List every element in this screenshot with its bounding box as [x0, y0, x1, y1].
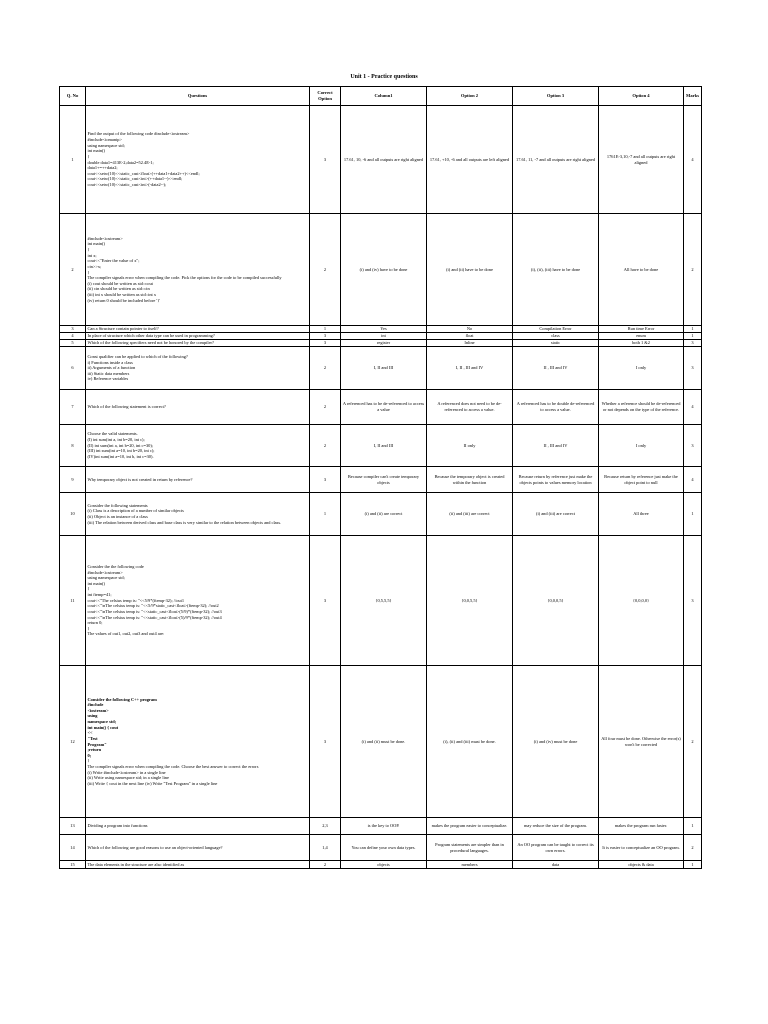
correct-option: 2 — [310, 347, 341, 390]
marks: 2 — [684, 835, 702, 861]
header-correct-option: Correct Option — [310, 87, 341, 106]
option-3: An OO program can be taught to correct its own errors. — [513, 835, 599, 861]
table-row — [60, 333, 702, 340]
option-2: (ii) and (iii) are correct — [427, 493, 513, 536]
question-text: Find the output of the following code #include<iostream> #include<iomanip> using namespace std; int main() { double data1=413E-2,data2=52.4E-1; data1+=++data2; cout<<setw(10)<<static_cast<float>(++data1+data2++)<<endl; cout<<setw(10)<<static_cast<int>(++data1--)<<endl; cout<<setw(10)<<static_cast<int>(-data2--); — [86, 106, 310, 214]
option-4: Because return by reference just make the object point to null — [599, 467, 684, 493]
correct-option: 3 — [310, 106, 341, 214]
option-4: All three — [599, 493, 684, 536]
option-4: enum — [599, 333, 684, 340]
table-row — [60, 818, 702, 835]
correct-option: 1 — [310, 493, 341, 536]
correct-option: 3 — [310, 467, 341, 493]
marks: 1 — [684, 818, 702, 835]
option-2: (i) and (ii) have to be done — [427, 214, 513, 326]
option-2: I, II , III and IV — [427, 347, 513, 390]
option-4: Whether a reference should be de-referenced or not depends on the type of the reference. — [599, 390, 684, 425]
correct-option: 2,3 — [310, 818, 341, 835]
table-row — [60, 467, 702, 493]
option-1: register — [341, 340, 427, 347]
question-text: Consider the the following code #include<iostream> using namespace std; int main() { int ftemp=41; cout<<"The celsius temp is: "<<5/9*(ftemp-32); //out1 cout<<"\nThe celsius temp is: "<<5/9*static_cast<float>(ftemp-32); //out2 cout<<"\nThe celsius temp is: "<<static_cast<float>(5/9)*(ftemp-32); //out3 cout<<"\nThe celsius temp is: "<<static_cast<float>(5)/9*(ftemp-32); //out4 return 0; } The values of out1, out2, out3 and out4 are: — [86, 536, 310, 666]
question-number: 4 — [60, 333, 86, 340]
marks: 1 — [684, 326, 702, 333]
option-1: You can define your own data types. — [341, 835, 427, 861]
option-1: objects — [341, 861, 427, 869]
correct-option: 3 — [310, 340, 341, 347]
header-option2: Option 2 — [427, 87, 513, 106]
table-row — [60, 425, 702, 467]
option-3: (i), (ii), (iii) have to be done — [513, 214, 599, 326]
option-4: It is easier to conceptualize an OO program. — [599, 835, 684, 861]
option-4: Run time Error — [599, 326, 684, 333]
header-column1: Column1 — [341, 87, 427, 106]
question-text: Why temporary object is not created in return by reference? — [86, 467, 310, 493]
correct-option: 2 — [310, 390, 341, 425]
header-questions: Questions — [86, 87, 310, 106]
option-3: (i) and (iii) are correct — [513, 493, 599, 536]
page-title: Unit 1 - Practice questions — [350, 74, 418, 80]
question-text: Const qualifier can be applied to which of the following? i) Functions inside a class ii) Arguments of a function iii) Static data members iv) Reference variables — [86, 347, 310, 390]
question-text: The data elements in the structure are also identified as — [86, 861, 310, 869]
question-text: Consider the following statements (i) Class is a description of a number of similar objects (ii) Object is an instance of a class (iii) The relation between derived class and base class is very similar to the relation between objects and class. — [86, 493, 310, 536]
questions-table — [59, 86, 702, 869]
option-3: class — [513, 333, 599, 340]
option-3: data — [513, 861, 599, 869]
option-4: objects & data — [599, 861, 684, 869]
question-text: Which of the following specifiers need not be honored by the compiler? — [86, 340, 310, 347]
question-number: 14 — [60, 835, 86, 861]
marks: 1 — [684, 493, 702, 536]
question-text — [86, 666, 310, 818]
option-1: int — [341, 333, 427, 340]
question-number: 6 — [60, 347, 86, 390]
table-row — [60, 340, 702, 347]
header-option3: Option 3 — [513, 87, 599, 106]
option-3: may reduce the size of the program. — [513, 818, 599, 835]
table-row — [60, 106, 702, 214]
marks: 3 — [684, 425, 702, 467]
option-1: (i) and (ii) must be done. — [341, 666, 427, 818]
option-3: A referenced has to be double de-referenced to access a value. — [513, 390, 599, 425]
option-1: is the key to OOP. — [341, 818, 427, 835]
option-4: I only — [599, 347, 684, 390]
option-2: II only — [427, 425, 513, 467]
correct-option: 1,4 — [310, 835, 341, 861]
option-2: float — [427, 333, 513, 340]
marks: 4 — [684, 467, 702, 493]
option-1: Yes — [341, 326, 427, 333]
question-text: Which of the following statement is correct? — [86, 390, 310, 425]
question-number: 13 — [60, 818, 86, 835]
option-4: {0,0,0,0} — [599, 536, 684, 666]
table-row — [60, 390, 702, 425]
option-4: both 1 &2 — [599, 340, 684, 347]
marks: 3 — [684, 340, 702, 347]
header-qno: Q. No — [60, 87, 86, 106]
option-1: Because compiler can't create temporary objects — [341, 467, 427, 493]
table-row — [60, 861, 702, 869]
marks: 2 — [684, 666, 702, 818]
marks: 1 — [684, 861, 702, 869]
question-number: 8 — [60, 425, 86, 467]
question-number: 15 — [60, 861, 86, 869]
option-2: {0,0,5,5} — [427, 536, 513, 666]
option-2: 17.61, +10, -6 and all outputs are left aligned — [427, 106, 513, 214]
option-3: II , III and IV — [513, 347, 599, 390]
question-number: 12 — [60, 666, 86, 818]
question-number: 10 — [60, 493, 86, 536]
question-number: 2 — [60, 214, 86, 326]
correct-option: 2 — [310, 214, 341, 326]
option-4: All have to be done — [599, 214, 684, 326]
correct-option: 3 — [310, 536, 341, 666]
option-2: Program statements are simpler than in procedural languages. — [427, 835, 513, 861]
marks: 3 — [684, 347, 702, 390]
question-number: 1 — [60, 106, 86, 214]
table-row — [60, 666, 702, 818]
option-1: (i) and (ii) are correct — [341, 493, 427, 536]
option-4: 1761E-3,10,-7 and all outputs are right aligned — [599, 106, 684, 214]
header-marks: Marks — [684, 87, 702, 106]
option-2: Inline — [427, 340, 513, 347]
question-text: In place of structure which other data type can be used in programming? — [86, 333, 310, 340]
option-1: I, II and III — [341, 347, 427, 390]
question-text: Dividing a program into functions — [86, 818, 310, 835]
marks: 4 — [684, 390, 702, 425]
option-2: Because the temporary object is created within the function — [427, 467, 513, 493]
header-row — [60, 87, 702, 106]
option-2: makes the program easier to conceptualize. — [427, 818, 513, 835]
option-2: A referenced does not need to be de-referenced to access a value. — [427, 390, 513, 425]
option-2: members — [427, 861, 513, 869]
option-1: (i) and (iv) have to be done — [341, 214, 427, 326]
option-3: static — [513, 340, 599, 347]
correct-option: 2 — [310, 861, 341, 869]
option-1: I, II and III — [341, 425, 427, 467]
question-number: 11 — [60, 536, 86, 666]
question-number: 3 — [60, 326, 86, 333]
marks: 1 — [684, 333, 702, 340]
option-3: (i) and (iv) must be done — [513, 666, 599, 818]
correct-option: 1 — [310, 326, 341, 333]
question-number: 9 — [60, 467, 86, 493]
correct-option: 3 — [310, 666, 341, 818]
option-3: 17.61, 11, -7 and all outputs are right aligned — [513, 106, 599, 214]
table-row — [60, 835, 702, 861]
question-text: Can a Structure contain pointer to itself? — [86, 326, 310, 333]
marks: 3 — [684, 536, 702, 666]
option-4: makes the program run faster. — [599, 818, 684, 835]
header-option4: Option 4 — [599, 87, 684, 106]
option-3: Compilation Error — [513, 326, 599, 333]
table-row — [60, 536, 702, 666]
question-text: Choose the valid statements. (I) int sum(int a, int b=20, int c); (II) int sum(int a, int b=20, int c=30); (III) int sum(int a=10, int b=20, int c); (IV)int sum(int a=10, int b, int c=30). — [86, 425, 310, 467]
option-1: A referenced has to be de-referenced to access a value — [341, 390, 427, 425]
table-row — [60, 347, 702, 390]
option-1: {0,5,5,5} — [341, 536, 427, 666]
marks: 2 — [684, 214, 702, 326]
marks: 4 — [684, 106, 702, 214]
option-3: II , III and IV — [513, 425, 599, 467]
option-4: I only — [599, 425, 684, 467]
table-row — [60, 214, 702, 326]
question-number: 5 — [60, 340, 86, 347]
correct-option: 3 — [310, 333, 341, 340]
option-1: 17.61, 10, -6 and all outputs are right aligned — [341, 106, 427, 214]
table-row — [60, 493, 702, 536]
question-text: #include<iostream> int main() { int x; cout<<"Enter the value of x"; cin>>x; } The compiler signals error when compiling the code. Pick the options for the code to be compiled successfully (i) cout should be written as std::cout (ii) cin should be written as std::cin (iii) int x should be written as std::int x (iv) return 0 should be included before '}' — [86, 214, 310, 326]
question-text-plain: } The compiler signals error when compiling the code. Choose the best answer to correct the errors (i) Write #include<iostream> in a single line (ii) Write using namespace std; in a single line (iii) Write { cout in the next line (iv) Write "Test Program" in a single line — [87, 758, 259, 786]
question-number: 7 — [60, 390, 86, 425]
correct-option: 2 — [310, 425, 341, 467]
option-2: No — [427, 326, 513, 333]
option-3: {0,0,0,5} — [513, 536, 599, 666]
option-3: Because return by reference just make the objects points to values memory location — [513, 467, 599, 493]
table-row — [60, 326, 702, 333]
option-4: All four must be done. Otherwise the error(s) won't be corrected — [599, 666, 684, 818]
question-text: Which of the following are good reasons to use an object-oriented language? — [86, 835, 310, 861]
option-2: (i), (ii) and (iii) must be done. — [427, 666, 513, 818]
question-code-bold: Consider the following C++ program #include <iostream> using namespace std; int main() { cout << "Test Program" ;return 0; — [87, 696, 157, 758]
